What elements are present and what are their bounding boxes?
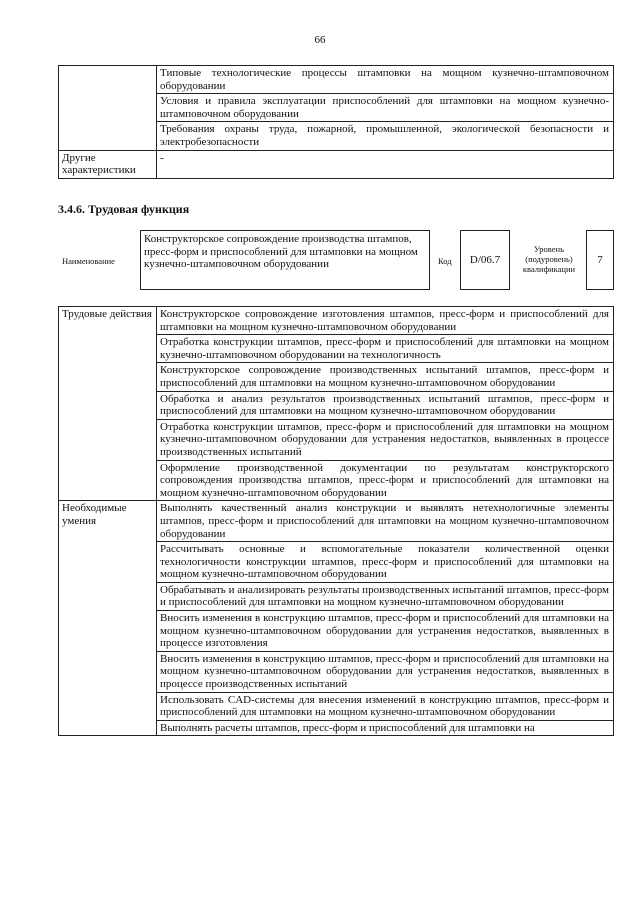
code-label: Код (438, 256, 452, 266)
table-row (59, 501, 614, 542)
name-label: Наименование (62, 256, 115, 266)
skill-item: Рассчитывать основные и вспомогательные показатели количественной оценки технологичности конструкции штампов, пресс-форм и приспособлений для штамповки на мощном кузнечно-штамповочном оборудовании (157, 542, 614, 583)
table-row (59, 66, 614, 94)
skill-item: Обрабатывать и анализировать результаты производственных испытаний штампов, пресс-форм и приспособлений для штамповки на мощном кузнечно-штамповочном оборудовании (157, 582, 614, 610)
skill-item: Вносить изменения в конструкцию штампов, пресс-форм и приспособлений для штамповки на мощном кузнечно-штамповочном оборудовании для устранения недостатков, выявленных в процессе производственных испытаний (157, 651, 614, 692)
knowledge-item: Типовые технологические процессы штамповки на мощном кузнечно-штамповочном оборудовании (157, 66, 614, 94)
knowledge-item: Требования охраны труда, пожарной, промышленной, экологической безопасности и электробезопасности (157, 122, 614, 150)
skill-item: Выполнять расчеты штампов, пресс-форм и приспособлений для штамповки на (157, 720, 614, 736)
page-number: 66 (314, 34, 326, 46)
other-characteristics-label: Другие характеристики (59, 150, 157, 178)
action-item: Конструкторское сопровождение производственных испытаний штампов, пресс-форм и приспособлений для штамповки на мощном кузнечно-штамповочном оборудовании (157, 363, 614, 391)
function-name-box: Конструкторское сопровождение производства штампов, пресс-форм и приспособлений для штамповки на мощном кузнечно-штамповочном оборудовании (140, 230, 430, 290)
top-table (58, 65, 614, 179)
code-box: D/06.7 (460, 230, 510, 290)
level-box: 7 (586, 230, 614, 290)
knowledge-item: Условия и правила эксплуатации приспособлений для штамповки на мощном кузнечно-штамповочном оборудовании (157, 94, 614, 122)
labor-function-table (58, 306, 614, 736)
section-title: 3.4.6. Трудовая функция (58, 202, 190, 216)
empty-label-cell (59, 66, 157, 151)
table-row (59, 150, 614, 178)
level-label: Уровень (подуровень) квалификации (522, 244, 576, 274)
skill-item: Использовать CAD-системы для внесения изменений в конструкцию штампов, пресс-форм и приспособлений для штамповки на мощном кузнечно-штамповочном оборудовании (157, 692, 614, 720)
skill-item: Выполнять качественный анализ конструкции и выявлять нетехнологичные элементы штампов, пресс-форм и приспособлений для штамповки на мощном кузнечно-штамповочном оборудовании (157, 501, 614, 542)
action-item: Отработка конструкции штампов, пресс-форм и приспособлений для штамповки на мощном кузнечно-штамповочном оборудовании для устранения недостатков, выявленных в процессе производственных испытаний (157, 419, 614, 460)
skills-label: Необходимые умения (59, 501, 157, 736)
skill-item: Вносить изменения в конструкцию штампов, пресс-форм и приспособлений для штамповки на мощном кузнечно-штамповочном оборудовании для устранения недостатков, выявленных в процессе изготовления (157, 611, 614, 652)
action-item: Обработка и анализ результатов производственных испытаний штампов, пресс-форм и приспособлений для штамповки на мощном кузнечно-штамповочном оборудовании (157, 391, 614, 419)
table-row (59, 307, 614, 335)
action-item: Отработка конструкции штампов, пресс-форм и приспособлений для штамповки на мощном кузнечно-штамповочном оборудовании на технологичность (157, 335, 614, 363)
action-item: Конструкторское сопровождение изготовления штампов, пресс-форм и приспособлений для штамповки на мощном кузнечно-штамповочном оборудовании (157, 307, 614, 335)
other-characteristics-value: - (157, 150, 614, 178)
actions-label: Трудовые действия (59, 307, 157, 501)
action-item: Оформление производственной документации по результатам конструкторского сопровождения производства штампов, пресс-форм и приспособлений для штамповки на мощном кузнечно-штамповочном оборудовании (157, 460, 614, 501)
